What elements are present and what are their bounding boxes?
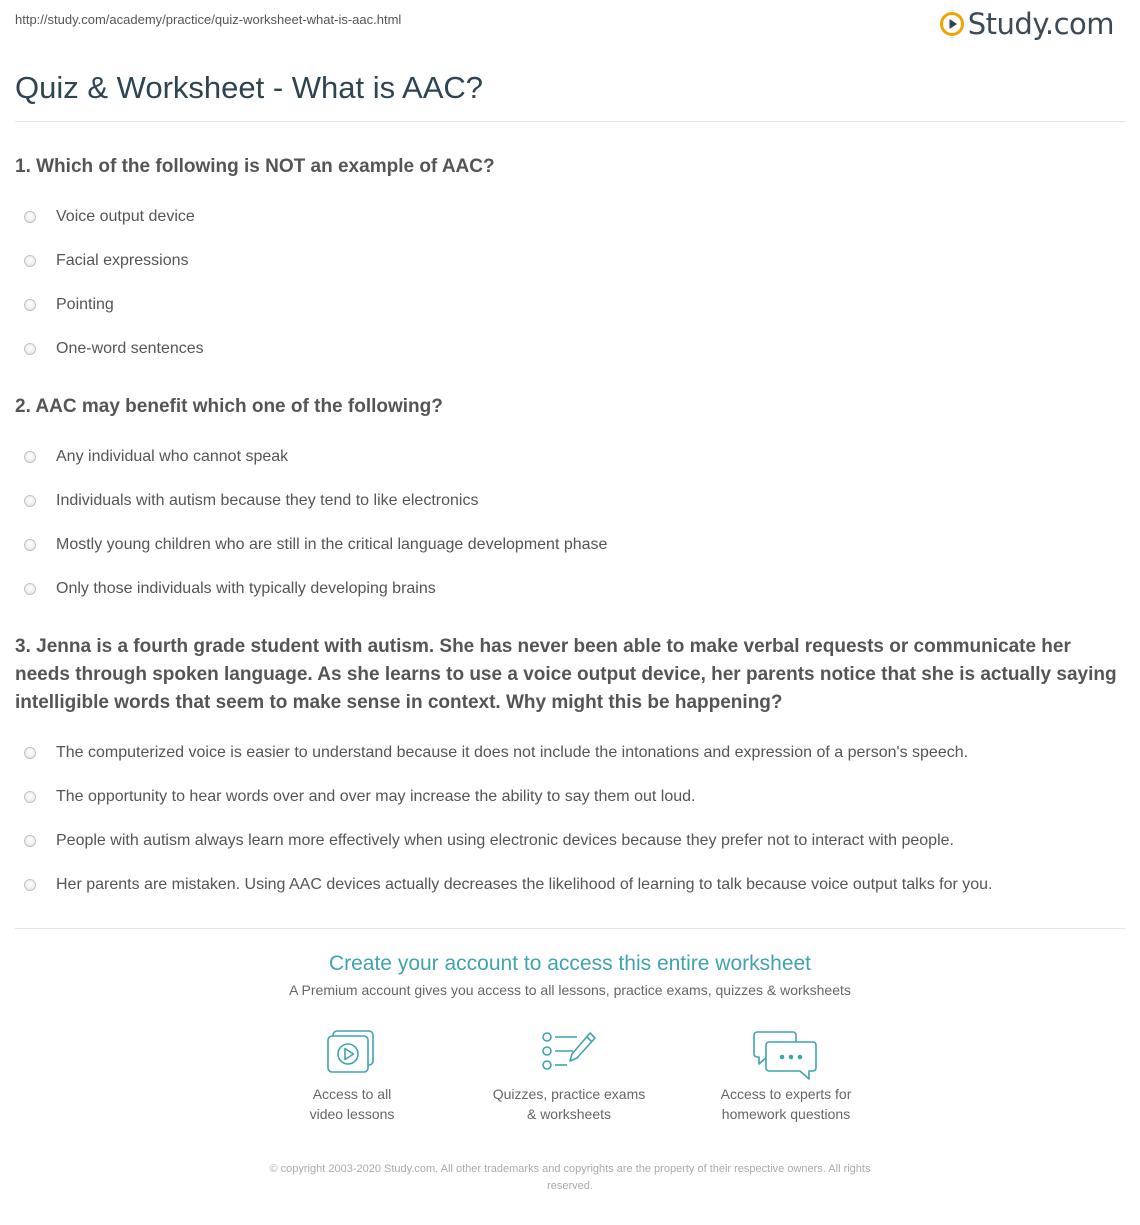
radio-button[interactable]: [24, 583, 36, 595]
answer-label: Individuals with autism because they tend to like electronics: [56, 492, 479, 509]
feature-video-lessons: [252, 1030, 452, 1124]
feature-label: Access to all video lessons: [309, 1086, 395, 1122]
question-text: 3. Jenna is a fourth grade student with autism. She has never been able to make verbal requests or communicate her needs through spoken language. As she learns to use a voice output device, her parents notice that she is actually saying intelligible words that seem to make sense in context. Why might this be happening?: [15, 636, 1117, 713]
answer-option[interactable]: [15, 819, 1125, 863]
page-title: Quiz & Worksheet - What is AAC?: [15, 70, 484, 105]
question-2: [15, 393, 1125, 611]
create-account-link[interactable]: Create your account to access this entire worksheet: [328, 952, 812, 975]
question-text: 1. Which of the following is NOT an example of AAC?: [15, 156, 495, 177]
answer-label: Only those individuals with typically developing brains: [56, 580, 436, 597]
radio-button[interactable]: [24, 835, 36, 847]
page-url: http://study.com/academy/practice/quiz-worksheet-what-is-aac.html: [15, 12, 402, 27]
feature-experts: [686, 1030, 886, 1124]
answer-label: One-word sentences: [56, 340, 204, 357]
feature-label: Access to experts for homework questions: [720, 1086, 852, 1122]
answer-options: [15, 195, 1125, 371]
answer-options: [15, 731, 1125, 907]
radio-button[interactable]: [24, 879, 36, 891]
question-text: 2. AAC may benefit which one of the following?: [15, 396, 443, 417]
study-logo[interactable]: [940, 8, 1114, 40]
radio-button[interactable]: [24, 255, 36, 267]
answer-label: Facial expressions: [56, 252, 189, 269]
answer-option[interactable]: [15, 479, 1125, 523]
answer-option[interactable]: [15, 775, 1125, 819]
answer-options: [15, 435, 1125, 611]
answer-label: People with autism always learn more effectively when using electronic devices because they prefer not to interact with people.: [56, 832, 954, 849]
question-3: [15, 633, 1125, 907]
radio-button[interactable]: [24, 211, 36, 223]
radio-button[interactable]: [24, 495, 36, 507]
answer-label: Mostly young children who are still in the critical language development phase: [56, 536, 608, 553]
feature-quizzes: [469, 1030, 669, 1124]
title-divider: [15, 121, 1125, 122]
radio-button[interactable]: [24, 299, 36, 311]
answer-option[interactable]: [15, 195, 1125, 239]
video-lessons-icon: [326, 1030, 378, 1074]
answer-label: Pointing: [56, 296, 114, 313]
feature-label: Quizzes, practice exams & worksheets: [492, 1086, 646, 1122]
answer-option[interactable]: [15, 239, 1125, 283]
radio-button[interactable]: [24, 451, 36, 463]
answer-option[interactable]: [15, 567, 1125, 611]
radio-button[interactable]: [24, 747, 36, 759]
radio-button[interactable]: [24, 791, 36, 803]
answer-option[interactable]: [15, 863, 1125, 907]
answer-label: The computerized voice is easier to understand because it does not include the intonations and expression of a person's speech.: [56, 744, 969, 761]
quiz-checklist-icon: [541, 1030, 597, 1074]
answer-option[interactable]: [15, 283, 1125, 327]
premium-description: A Premium account gives you access to all lessons, practice exams, quizzes & worksheets: [289, 982, 851, 998]
radio-button[interactable]: [24, 343, 36, 355]
copyright-notice: © copyright 2003-2020 Study.com. All other trademarks and copyrights are the property of their respective owners. All rights reserved.: [269, 1163, 871, 1192]
radio-button[interactable]: [24, 539, 36, 551]
logo-wordmark: Study.com: [967, 7, 1114, 41]
answer-option[interactable]: [15, 731, 1125, 775]
answer-option[interactable]: [15, 327, 1125, 371]
answer-option[interactable]: [15, 435, 1125, 479]
answer-label: Voice output device: [56, 208, 195, 225]
cta-divider: [15, 928, 1125, 929]
play-circle-icon: [940, 12, 964, 36]
chat-bubbles-icon: [753, 1030, 819, 1082]
answer-label: The opportunity to hear words over and over may increase the ability to say them out loud.: [56, 788, 696, 805]
answer-label: Her parents are mistaken. Using AAC devices actually decreases the likelihood of learning to talk because voice output talks for you.: [56, 876, 993, 893]
answer-option[interactable]: [15, 523, 1125, 567]
question-1: [15, 153, 1125, 371]
answer-label: Any individual who cannot speak: [56, 448, 289, 465]
